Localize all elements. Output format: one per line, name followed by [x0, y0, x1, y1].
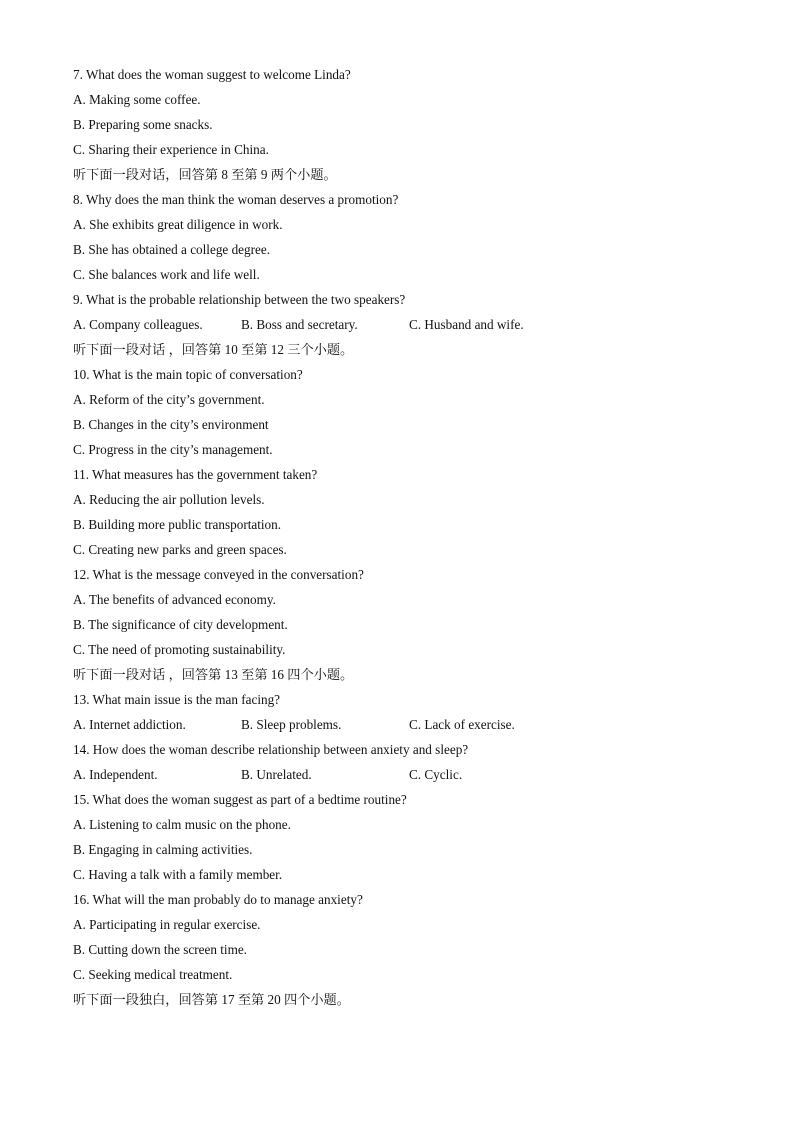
question-16: 16. What will the man probably do to manage anxiety?: [73, 892, 363, 907]
options-13: [73, 712, 753, 737]
question-13: 13. What main issue is the man facing?: [73, 692, 281, 707]
question-9: 9. What is the probable relationship between the two speakers?: [73, 292, 406, 307]
option-10c: C. Progress in the city’s management.: [73, 442, 273, 457]
section-instruction: 听下面一段对话 ，回答第 13 至第 16 四个小题。: [73, 667, 354, 682]
option-9a: A. Company colleagues.: [73, 317, 203, 332]
option-9c: C. Husband and wife.: [409, 317, 524, 332]
option-14a: A. Independent.: [73, 767, 158, 782]
question-7: 7. What does the woman suggest to welcome Linda?: [73, 67, 351, 82]
options-14: [73, 762, 753, 787]
question-12: 12. What is the message conveyed in the conversation?: [73, 567, 364, 582]
question-15: 15. What does the woman suggest as part of a bedtime routine?: [73, 792, 407, 807]
option-14b: B. Unrelated.: [241, 767, 312, 782]
option-8b: B. She has obtained a college degree.: [73, 242, 271, 257]
document-page: [73, 62, 753, 1012]
question-11: 11. What measures has the government taken?: [73, 467, 318, 482]
question-8: 8. Why does the man think the woman deserves a promotion?: [73, 192, 399, 207]
section-instruction: 听下面一段对话，回答第 8 至第 9 两个小题。: [73, 167, 337, 182]
option-9b: B. Boss and secretary.: [241, 317, 358, 332]
section-instruction: 听下面一段独白，回答第 17 至第 20 四个小题。: [73, 992, 350, 1007]
option-10a: A. Reform of the city’s government.: [73, 392, 265, 407]
option-7b: B. Preparing some snacks.: [73, 117, 213, 132]
section-instruction: 听下面一段对话 ，回答第 10 至第 12 三个小题。: [73, 342, 354, 357]
option-13c: C. Lack of exercise.: [409, 717, 515, 732]
question-14: 14. How does the woman describe relationship between anxiety and sleep?: [73, 742, 469, 757]
option-12c: C. The need of promoting sustainability.: [73, 642, 286, 657]
option-14c: C. Cyclic.: [409, 767, 463, 782]
option-12a: A. The benefits of advanced economy.: [73, 592, 276, 607]
option-13b: B. Sleep problems.: [241, 717, 342, 732]
options-9: [73, 312, 753, 337]
option-8c: C. She balances work and life well.: [73, 267, 260, 282]
option-12b: B. The significance of city development.: [73, 617, 288, 632]
option-16b: B. Cutting down the screen time.: [73, 942, 247, 957]
option-10b: B. Changes in the city’s environment: [73, 417, 269, 432]
option-16c: C. Seeking medical treatment.: [73, 967, 233, 982]
option-11b: B. Building more public transportation.: [73, 517, 282, 532]
option-16a: A. Participating in regular exercise.: [73, 917, 261, 932]
option-7c: C. Sharing their experience in China.: [73, 142, 269, 157]
option-15c: C. Having a talk with a family member.: [73, 867, 283, 882]
option-15b: B. Engaging in calming activities.: [73, 842, 253, 857]
question-10: 10. What is the main topic of conversation?: [73, 367, 303, 382]
option-11a: A. Reducing the air pollution levels.: [73, 492, 265, 507]
option-7a: A. Making some coffee.: [73, 92, 201, 107]
option-15a: A. Listening to calm music on the phone.: [73, 817, 291, 832]
option-8a: A. She exhibits great diligence in work.: [73, 217, 283, 232]
option-13a: A. Internet addiction.: [73, 717, 186, 732]
option-11c: C. Creating new parks and green spaces.: [73, 542, 287, 557]
